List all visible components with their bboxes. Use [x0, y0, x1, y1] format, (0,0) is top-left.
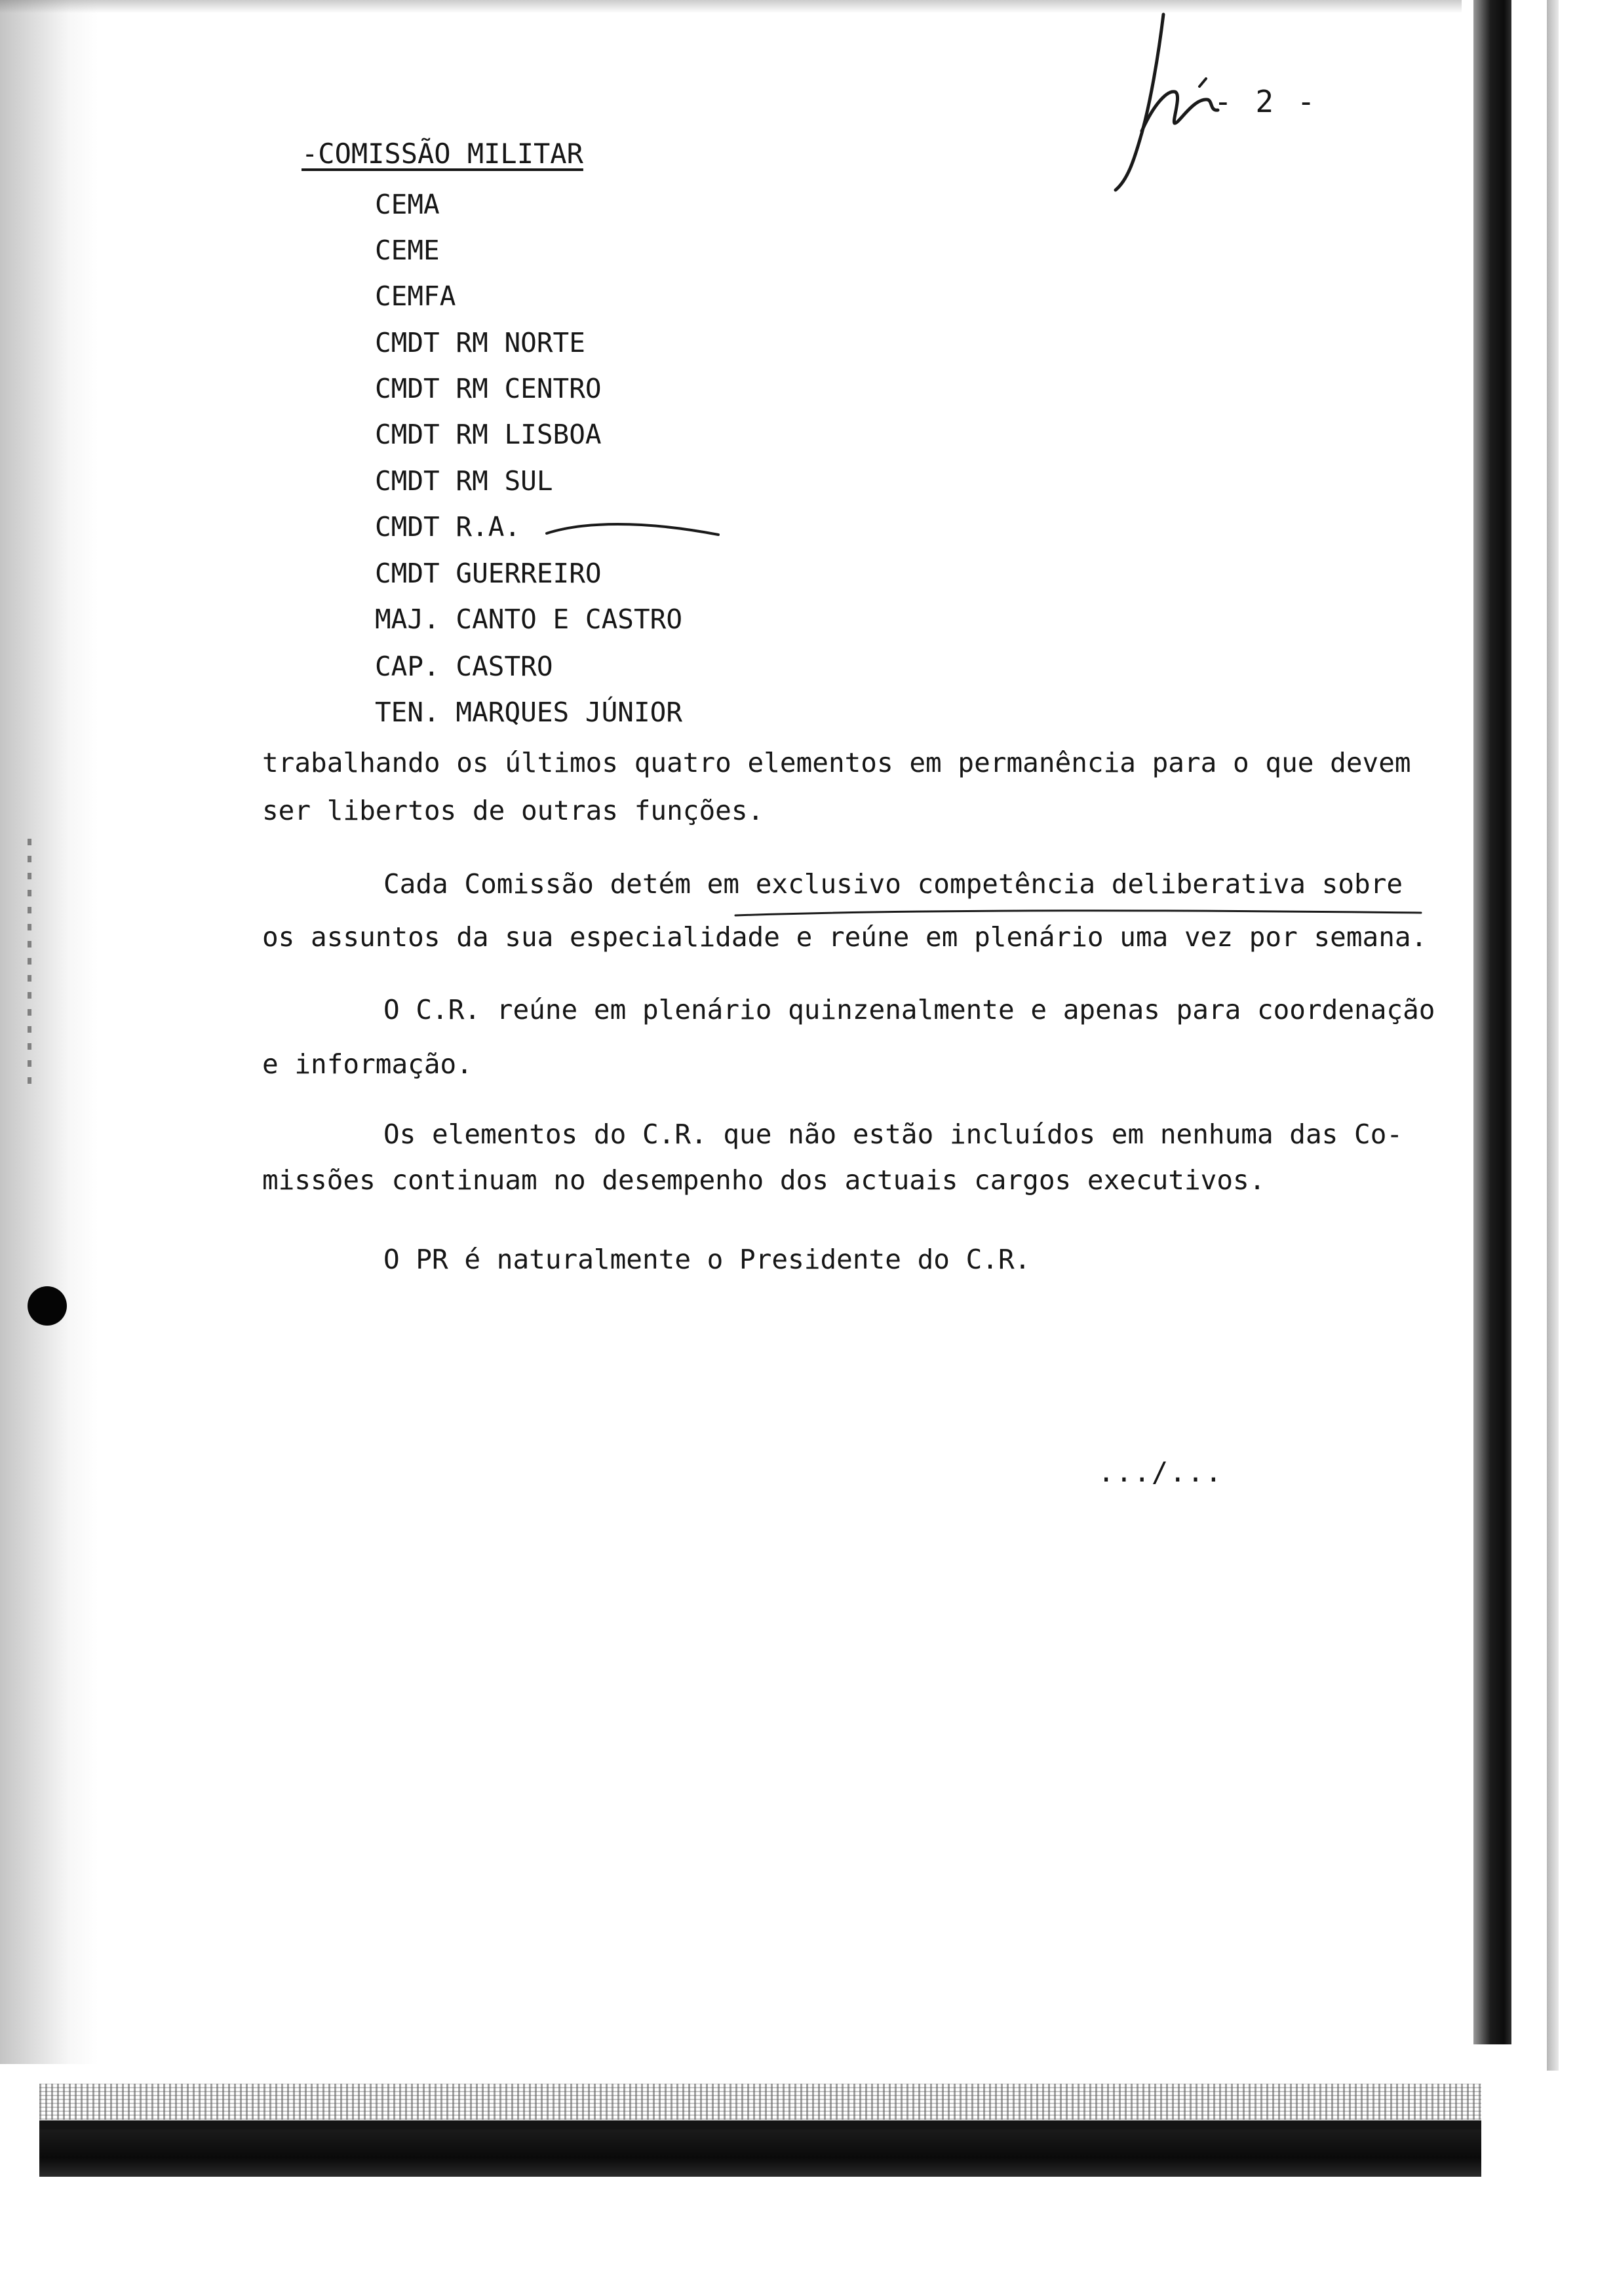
scan-right-dark-band — [1473, 0, 1511, 2044]
scan-bottom-band — [39, 2130, 1481, 2177]
paragraph-5-line: O PR é naturalmente o Presidente do C.R. — [383, 1244, 1031, 1275]
paragraph-3-line: O C.R. reúne em plenário quinzenalmente e apenas para coordenação — [383, 994, 1435, 1025]
scan-top-edge — [0, 0, 1615, 13]
paragraph-2-line: os assuntos da sua especialidade e reúne em plenário uma vez por semana. — [262, 921, 1428, 953]
continuation-mark: .../... — [1098, 1456, 1224, 1488]
member-item: TEN. MARQUES JÚNIOR — [375, 697, 682, 728]
member-item: CMDT RM SUL — [375, 465, 553, 497]
section-heading: -COMISSÃO MILITAR — [302, 138, 583, 170]
paragraph-1-line: ser libertos de outras funções. — [262, 795, 764, 826]
scan-left-marks — [28, 839, 31, 1088]
scan-right-light-band — [1547, 0, 1559, 2071]
handwritten-initials — [1101, 7, 1232, 197]
member-item: CMDT RM NORTE — [375, 327, 585, 358]
page-number: - 2 - — [1214, 84, 1318, 119]
member-item: MAJ. CANTO E CASTRO — [375, 603, 682, 635]
binder-hole — [28, 1286, 67, 1326]
member-item: CAP. CASTRO — [375, 651, 553, 682]
paragraph-3-line: e informação. — [262, 1048, 473, 1080]
member-item: CMDT GUERREIRO — [375, 558, 602, 589]
scan-left-shadow — [0, 0, 98, 2064]
member-item: CMDT RM LISBOA — [375, 419, 602, 450]
member-item: CEMFA — [375, 280, 456, 312]
paragraph-4-line: Os elementos do C.R. que não estão incluídos em nenhuma das Co- — [383, 1119, 1403, 1150]
paragraph-4-line: missões continuam no desempenho dos actuais cargos executivos. — [262, 1164, 1266, 1196]
pen-stroke — [544, 518, 721, 541]
pen-underline — [734, 906, 1422, 921]
member-item: CMDT RM CENTRO — [375, 373, 602, 404]
member-item: CEME — [375, 235, 440, 266]
paragraph-1-line: trabalhando os últimos quatro elementos em permanência para o que devem — [262, 747, 1411, 778]
scan-right-edge — [1462, 0, 1615, 2097]
scan-bottom-noise — [39, 2084, 1481, 2120]
scan-bottom-line — [39, 2120, 1481, 2130]
member-item: CMDT R.A. — [375, 511, 521, 543]
member-item: CEMA — [375, 189, 440, 220]
paragraph-2-line: Cada Comissão detém em exclusivo competência deliberativa sobre — [383, 868, 1403, 900]
